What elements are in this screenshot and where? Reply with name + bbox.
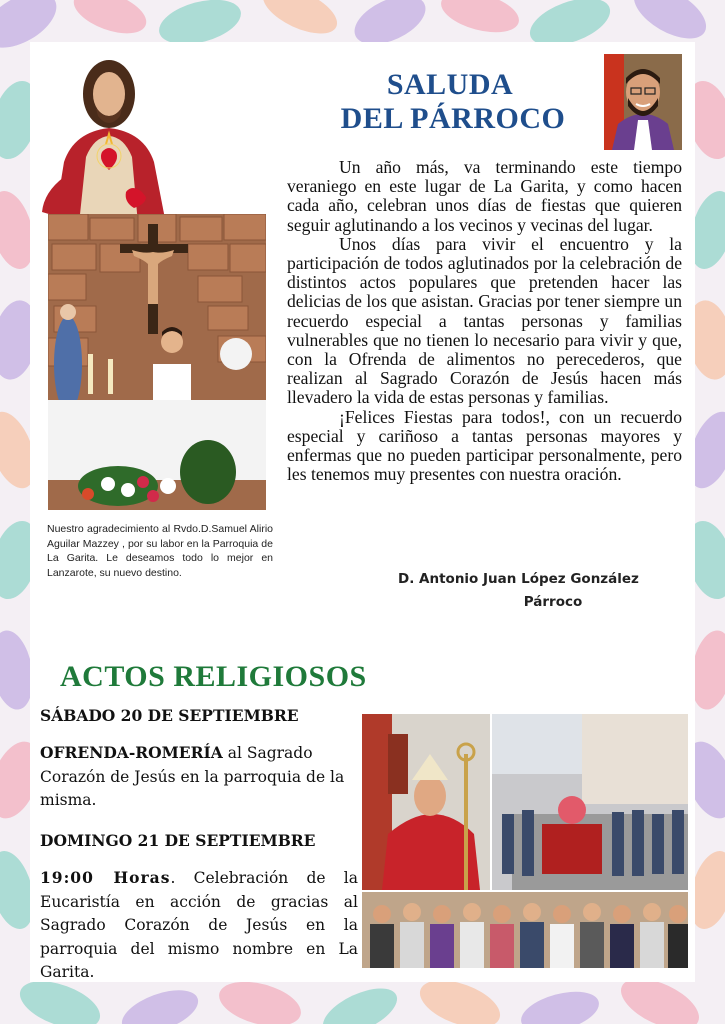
altar-photo [48, 214, 266, 510]
procession-photo-collage [362, 714, 688, 968]
letter-paragraph-2: Unos días para vivir el encuentro y la participación de todos aglutinados por la celebración de distintos actos populares que pretenden hacer las delicias de los que asistan. Gracias por tener siempre un recuerdo especial a tantas personas y familias vulnerables que no tienen lo necesario para vivir y que, con la Ofrenda de alimentos no perecederos, que realizan al Sagrado Corazón de Jesús hacen más llevadero la vida de estas personas y familias. [287, 233, 682, 408]
event-eucaristia-time: 19:00 Horas [40, 868, 171, 887]
letter-paragraph-3: ¡Felices Fiestas para todos!, con un recuerdo especial y cariñoso a tantas personas mayores y enfermas que no pueden participar personalmente, pero les tenemos muy presentes con nuestra oración. [287, 406, 682, 485]
event-ofrenda-name: OFRENDA-ROMERÍA [40, 743, 223, 762]
event-ofrenda [40, 741, 358, 813]
sacred-heart-image [34, 52, 184, 224]
day-heading-sunday: DOMINGO 21 DE SEPTIEMBRE [40, 831, 316, 850]
signature-name: D. Antonio Juan López González [398, 571, 639, 587]
event-eucaristia [40, 866, 358, 985]
saluda-title-line2: DEL PÁRROCO [340, 102, 566, 135]
signature-role: Párroco [523, 594, 583, 610]
parish-priest-portrait [604, 54, 682, 150]
photo-caption: Nuestro agradecimiento al Rvdo.D.Samuel Alirio Aguilar Mazzey , por su labor en la Parroquia de La Garita. Le deseamos todo lo mejor en Lanzarote, su nuevo destino. [47, 523, 273, 579]
letter-paragraph-1: Un año más, va terminando este tiempo veraniego en este lugar de La Garita, y como hacen cada año, celebran unos días de fiestas que quieren seguir aglutinando a los vecinos y vecinas del lugar. [287, 157, 682, 235]
saluda-title-line1: SALUDA [386, 68, 514, 101]
parish-letter [287, 158, 682, 484]
event-eucaristia-text: . Celebración de la Eucaristía en acción de gracias al Sagrado Corazón de Jesús en la parroquia del mismo nombre en La Garita. [40, 869, 358, 981]
event-ofrenda-text: al Sagrado Corazón de Jesús en la parroquia de la misma. [40, 744, 345, 809]
day-heading-saturday: SÁBADO 20 DE SEPTIEMBRE [40, 706, 299, 725]
actos-religiosos-title: ACTOS RELIGIOSOS [60, 660, 367, 693]
